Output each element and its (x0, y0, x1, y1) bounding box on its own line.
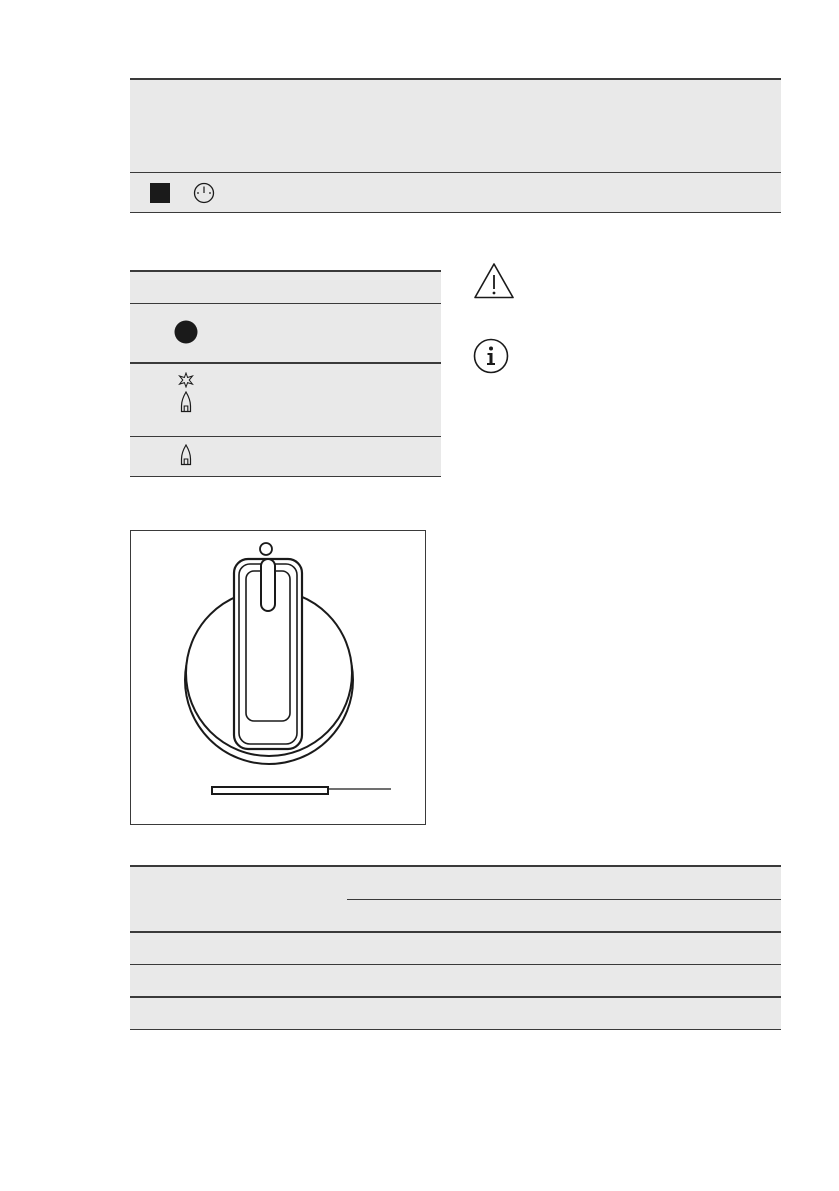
bottom-table-rule-sub-a (347, 899, 781, 900)
bottom-table (130, 866, 781, 1029)
top-table-rule-top (130, 78, 781, 80)
bottom-table-rule-row-2 (130, 996, 781, 998)
symbol-table-rule-1 (130, 303, 441, 304)
symbol-table-rule-3 (130, 436, 441, 437)
knob-drawing (131, 531, 425, 824)
top-table (130, 79, 781, 212)
ignition-spark-icon (178, 372, 194, 388)
flame-min-icon (180, 444, 192, 466)
bottom-table-rule-header (130, 931, 781, 933)
clock-icon (193, 182, 215, 204)
stop-square-icon (150, 183, 170, 203)
warning-triangle-icon (473, 262, 515, 300)
flame-max-icon (180, 391, 192, 413)
bottom-table-rule-top (130, 865, 781, 867)
top-table-rule-bottom (130, 212, 781, 213)
info-circle-icon (473, 338, 509, 374)
symbol-table-rule-bottom (130, 476, 441, 477)
symbol-table (130, 271, 441, 476)
symbol-table-rule-top (130, 270, 441, 272)
control-knob-illustration (130, 530, 426, 825)
off-dot-icon (174, 320, 198, 344)
bottom-table-rule-row-1 (130, 964, 781, 965)
bottom-table-rule-bottom (130, 1029, 781, 1030)
top-table-rule-mid (130, 172, 781, 173)
symbol-table-rule-2 (130, 362, 441, 364)
